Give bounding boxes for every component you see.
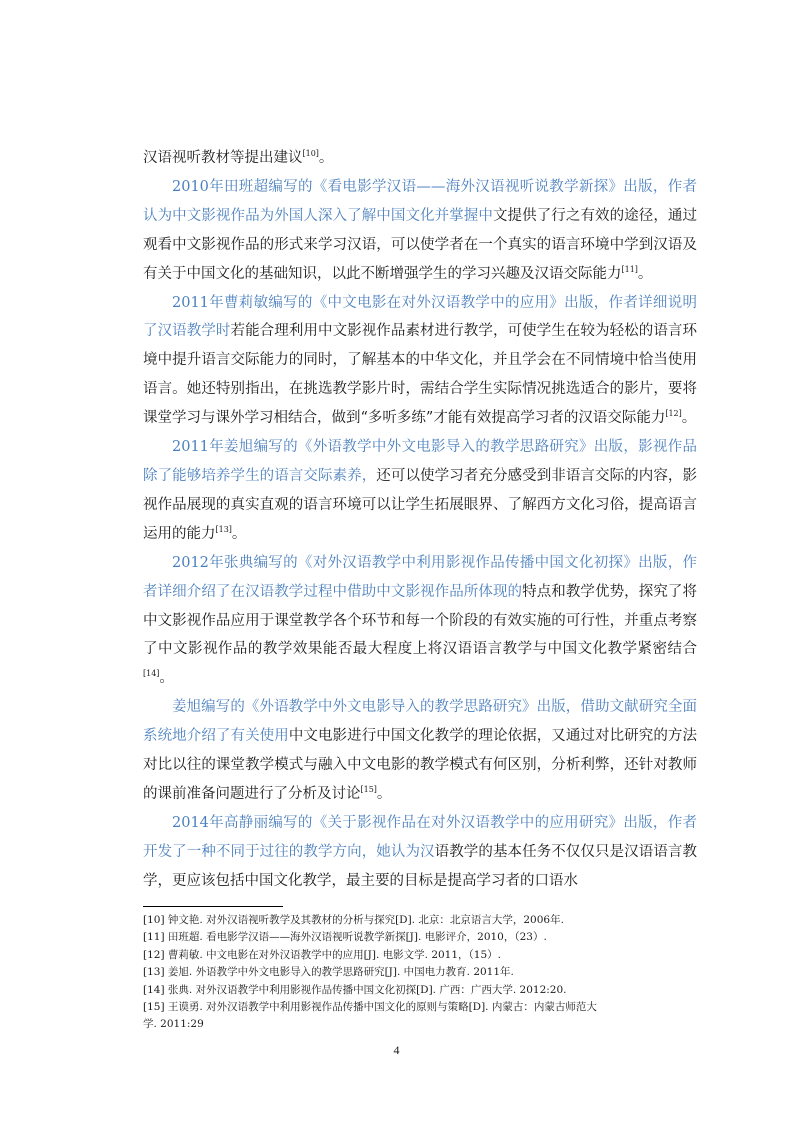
highlighted-text: 姜旭编写的《外语教学中外文电影导入的教学思路研究》出版，借助文献研究全面系统地介绍了有关使用: [143, 699, 697, 745]
paragraph-end: 。: [637, 265, 653, 282]
footnote-separator: [143, 906, 283, 907]
footnotes: [143, 912, 703, 1034]
paragraph-text: 汉语视听教材等提出建议: [143, 150, 303, 166]
highlighted-text: 2014年高静丽编写的《关于影视作品在对外汉语教学中的应用研究》出版，作者开发了一种不同于过往的教学方向，她认为汉: [143, 814, 697, 860]
highlighted-text: 2012年张典编写的《对外汉语教学中利用影视作品传播中国文化初探》出版，作者详细介绍了在汉语教学过程中借助中文影视作品所体现的: [143, 554, 697, 600]
highlighted-text: 2010年田班超编写的《看电影学汉语——海外汉语视听说教学新探》出版，作者认为中文影视作品为外国人深入了解中国文化并掌握中: [143, 178, 697, 224]
footnote-13: [13] 姜旭. 外语教学中外文电影导入的教学思路研究[J]. 中国电力教育. 2011年.: [143, 966, 514, 979]
paragraph-3: [143, 289, 697, 434]
paragraph-1: [143, 144, 697, 173]
citation-ref: [13]: [215, 524, 232, 534]
footnote-14: [14] 张典. 对外汉语教学中利用影视作品传播中国文化初探[D]. 广西：广西大学. 2012:20.: [143, 983, 567, 996]
paragraph-5: [143, 549, 697, 694]
highlighted-text: 2011年曹莉敏编写的《中文电影在对外汉语教学中的应用》出版，作者详细说明了汉语教学时: [143, 294, 697, 340]
highlighted-text: 2011年姜旭编写的《外语教学中外文电影导入的教学思路研究》出版，影视作品除了能够培养学生的语言交际素养，: [143, 439, 697, 484]
paragraph-7: [143, 809, 697, 896]
paragraph-text: 若能合理利用中文影视作品素材进行教学，可使学生在较为轻松的语言环境中提升语言交际能力的同时，了解基本的中华文化，并且学会在不同情境中恰当使用语言。她还特别指出，在挑选教学影片时，需结合学生实际情况挑选适合的影片，要将课堂学习与课外学习相结合，做到“多听多练”才能有效提高学习者的汉语交际能力: [143, 323, 698, 427]
paragraph-2: [143, 173, 697, 289]
body-text: [143, 144, 697, 896]
paragraph-text: 特点和教学优势，探究了将中文影视作品应用于课堂教学各个环节和每一个阶段的有效实施的可行性，并重点考察了中文影视作品的教学效果能否最大程度上将汉语语言教学与中国文化教学紧密结合: [143, 583, 698, 658]
footnote-12: [12] 曹莉敏. 中文电影在对外汉语教学中的应用[J]. 电影文学. 2011，（15）.: [143, 948, 501, 961]
paragraph-4: [143, 433, 697, 549]
paragraph-text: 中文电影进行中国文化教学的理论依据，又通过对比研究的方法对比以往的课堂教学模式与融入中文电影的教学模式有何区别，分析利弊，还针对教师的课前准备问题进行了分析及讨论: [143, 728, 697, 802]
paragraph-text: 还可以使学习者充分感受到非语言交际的内容，影视作品展现的真实直观的语言环境可以让学生拓展眼界、了解西方文化习俗，提高语言运用的能力: [143, 467, 697, 542]
footnote-15: [15] 王谟勇. 对外汉语教学中利用影视作品传播中国文化的原则与策略[D]. 内蒙古：内蒙古师范大: [143, 1001, 597, 1014]
paragraph-end: 。: [318, 150, 334, 166]
paragraph-text: 文提供了行之有效的途径，通过观看中文影视作品的形式来学习汉语，可以使学者在一个真实的语言环境中学到汉语及有关于中国文化的基础知识，以此不断增强学生的学习兴趣及汉语交际能力: [143, 207, 698, 282]
paragraph-text: 语教学的基本任务不仅仅只是汉语语言教学，更应该包括中国文化教学，最主要的目标是提高学习者的口语水: [143, 843, 698, 889]
citation-ref: [10]: [302, 149, 319, 158]
citation-ref: [12]: [665, 409, 682, 419]
paragraph-end: 。: [681, 410, 697, 427]
citation-ref: [14]: [143, 669, 160, 679]
page-number: 4: [393, 1043, 400, 1057]
footnote-11: [11] 田班超. 看电影学汉语——海外汉语视听说教学新探[J]. 电影评介，2010，（23）.: [143, 931, 547, 944]
paragraph-end: 。: [376, 785, 392, 802]
citation-ref: [15]: [360, 784, 377, 794]
paragraph-6: [143, 693, 697, 809]
citation-ref: [11]: [621, 264, 638, 274]
footnote-10: [10] 钟文艳. 对外汉语视听教学及其教材的分析与探究[D]. 北京：北京语言大学，2006年.: [143, 914, 564, 926]
paragraph-end: 。: [231, 525, 247, 542]
paragraph-end: 。: [159, 670, 174, 687]
footnote-15-continued: 学. 2011:29: [143, 1018, 204, 1031]
